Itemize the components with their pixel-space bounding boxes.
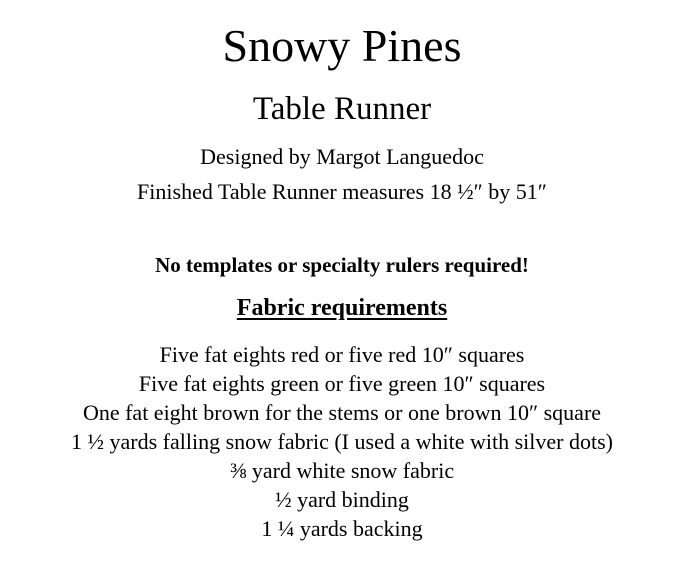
pattern-title: Snowy Pines [222, 20, 462, 71]
fabric-requirement-item: 1 ½ yards falling snow fabric (I used a white with silver dots) [71, 429, 613, 454]
designer-credit: Designed by Margot Languedoc [200, 144, 484, 169]
fabric-requirement-item: One fat eight brown for the stems or one brown 10″ square [82, 400, 602, 425]
pattern-subtitle: Table Runner [252, 91, 432, 127]
fabric-requirement-item: ½ yard binding [275, 487, 409, 512]
fabric-requirements-heading: Fabric requirements [236, 295, 448, 321]
fabric-requirement-item: ⅜ yard white snow fabric [229, 458, 455, 483]
fabric-requirement-item: Five fat eights red or five red 10″ squares [159, 342, 525, 367]
fabric-requirements-list [0, 340, 684, 543]
no-templates-note: No templates or specialty rulers required! [155, 253, 529, 277]
fabric-requirement-item: 1 ¼ yards backing [261, 516, 423, 541]
finished-size: Finished Table Runner measures 18 ½″ by 51″ [137, 179, 547, 204]
fabric-requirement-item: Five fat eights green or five green 10″ squares [138, 371, 546, 396]
